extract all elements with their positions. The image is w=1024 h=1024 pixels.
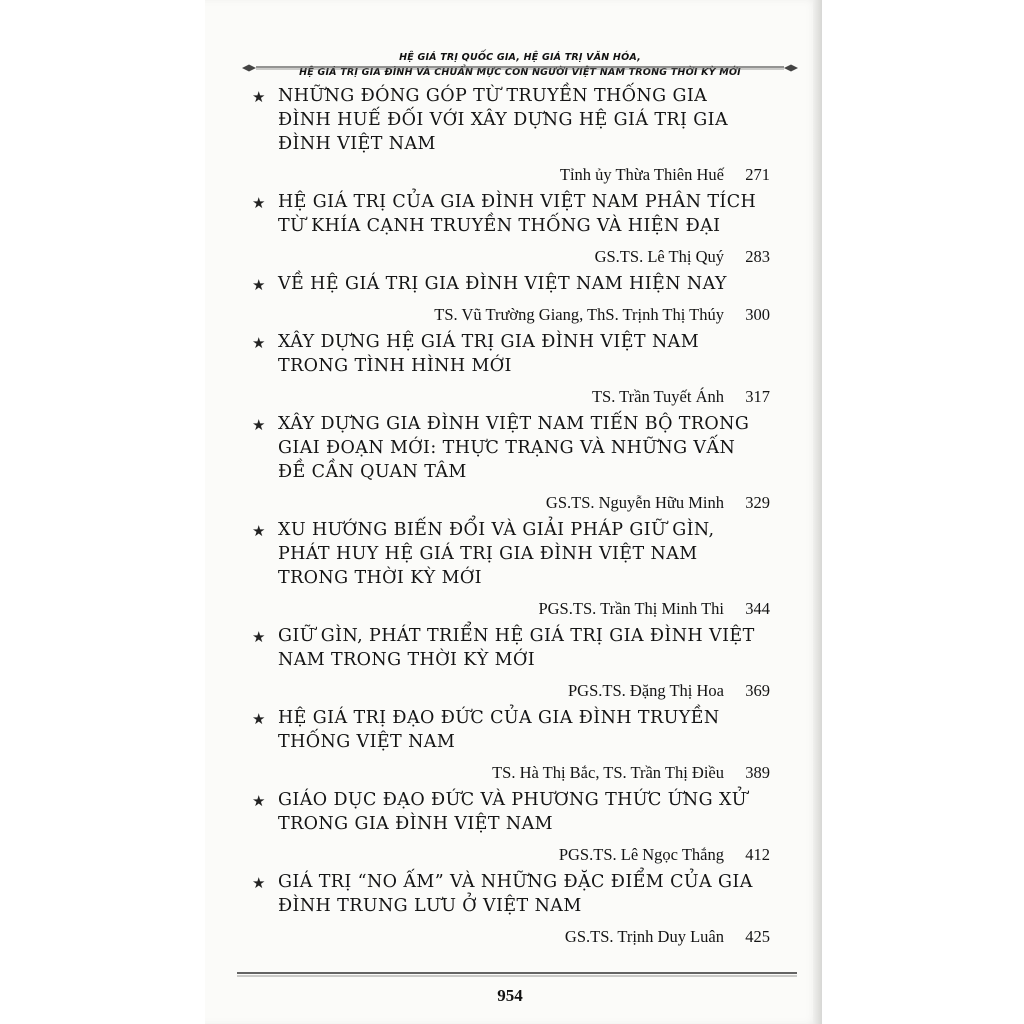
toc-entry[interactable] <box>250 706 770 786</box>
toc-entry[interactable] <box>250 84 770 188</box>
toc-entry-author: TS. Trần Tuyết Ánh <box>591 387 724 406</box>
toc-entry-title-text: XÂY DỰNG GIA ĐÌNH VIỆT NAM TIẾN BỘ TRONG GIAI ĐOẠN MỚI: THỰC TRẠNG VÀ NHỮNG VẤN ĐỀ CẦN QUAN TÂM <box>278 414 750 482</box>
toc-entry[interactable] <box>250 190 770 270</box>
toc-entry-title-text: HỆ GIÁ TRỊ ĐẠO ĐỨC CỦA GIA ĐÌNH TRUYỀN THỐNG VIỆT NAM <box>278 708 720 752</box>
toc-entry-title <box>250 330 770 378</box>
toc-entry-title-text: NHỮNG ĐÓNG GÓP TỪ TRUYỀN THỐNG GIA ĐÌNH HUẾ ĐỐI VỚI XÂY DỰNG HỆ GIÁ TRỊ GIA ĐÌNH VIỆT NAM <box>278 86 728 154</box>
toc-entry-author-row <box>250 384 770 410</box>
star-bullet-icon: ★ <box>252 628 266 646</box>
toc-entry-title <box>250 624 770 672</box>
toc-entry-title-text: GIÁ TRỊ “NO ẤM” VÀ NHỮNG ĐẶC ĐIỂM CỦA GIA ĐÌNH TRUNG LƯU Ở VIỆT NAM <box>278 872 753 916</box>
toc-entry-author-row <box>250 490 770 516</box>
star-bullet-icon: ★ <box>252 88 266 106</box>
toc-entry-author: TS. Hà Thị Bắc, TS. Trần Thị Điều <box>492 763 724 782</box>
toc-entry-author-row <box>250 842 770 868</box>
star-bullet-icon: ★ <box>252 276 266 294</box>
toc-entry-page: 369 <box>745 681 770 700</box>
toc-entry-page: 389 <box>745 763 770 782</box>
toc-entry-page: 412 <box>745 845 770 864</box>
star-bullet-icon: ★ <box>252 522 266 540</box>
star-bullet-icon: ★ <box>252 334 266 352</box>
toc-entry-title <box>250 870 770 918</box>
toc-entry-page: 329 <box>745 493 770 512</box>
toc-entry-title <box>250 788 770 836</box>
star-bullet-icon: ★ <box>252 194 266 212</box>
toc-entry-title-text: HỆ GIÁ TRỊ CỦA GIA ĐÌNH VIỆT NAM PHÂN TÍCH TỪ KHÍA CẠNH TRUYỀN THỐNG VÀ HIỆN ĐẠI <box>278 192 757 236</box>
toc-entry-author: GS.TS. Lê Thị Quý <box>594 247 724 266</box>
toc-entry[interactable] <box>250 870 770 950</box>
toc-entry-title <box>250 706 770 754</box>
star-bullet-icon: ★ <box>252 792 266 810</box>
toc-entry[interactable] <box>250 412 770 516</box>
toc-entry-page: 300 <box>745 305 770 324</box>
footer-ornament-rule <box>237 970 797 978</box>
toc-entry-title-text: VỀ HỆ GIÁ TRỊ GIA ĐÌNH VIỆT NAM HIỆN NAY <box>278 274 727 294</box>
star-bullet-icon: ★ <box>252 710 266 728</box>
toc-entry-title <box>250 412 770 484</box>
toc-entry-author-row <box>250 302 770 328</box>
toc-entry[interactable] <box>250 788 770 868</box>
star-bullet-icon: ★ <box>252 416 266 434</box>
toc-entry-author-row <box>250 244 770 270</box>
toc-entry-author: PGS.TS. Lê Ngọc Thắng <box>558 845 724 864</box>
toc-entry-page: 425 <box>745 927 770 946</box>
toc-entry[interactable] <box>250 330 770 410</box>
running-header-line-1: HỆ GIÁ TRỊ QUỐC GIA, HỆ GIÁ TRỊ VĂN HÓA, <box>399 52 641 63</box>
toc-entry-page: 271 <box>745 165 770 184</box>
page-edge <box>813 0 822 1024</box>
toc-entry[interactable] <box>250 624 770 704</box>
toc-entry-page: 344 <box>745 599 770 618</box>
toc-entry-title-text: XÂY DỰNG HỆ GIÁ TRỊ GIA ĐÌNH VIỆT NAM TRONG TÌNH HÌNH MỚI <box>278 332 700 376</box>
toc-entry-author-row <box>250 924 770 950</box>
toc-entry-title <box>250 84 770 156</box>
running-header-line-2: HỆ GIÁ TRỊ GIA ĐÌNH VÀ CHUẨN MỰC CON NGƯỜI VIỆT NAM TRONG THỜI KỲ MỚI <box>299 67 741 78</box>
page-number: 954 <box>497 986 523 1005</box>
toc-entry-title <box>250 272 770 296</box>
star-bullet-icon: ★ <box>252 874 266 892</box>
toc-entry-author-row <box>250 596 770 622</box>
toc-entry[interactable] <box>250 518 770 622</box>
toc-entry-title <box>250 518 770 590</box>
toc-entry-author: TS. Vũ Trường Giang, ThS. Trịnh Thị Thúy <box>434 305 724 324</box>
toc-entry-title-text: XU HƯỚNG BIẾN ĐỔI VÀ GIẢI PHÁP GIỮ GÌN, PHÁT HUY HỆ GIÁ TRỊ GIA ĐÌNH VIỆT NAM TRONG THỜI KỲ MỚI <box>278 520 715 588</box>
toc-entry-title-text: GIÁO DỤC ĐẠO ĐỨC VÀ PHƯƠNG THỨC ỨNG XỬ TRONG GIA ĐÌNH VIỆT NAM <box>278 790 747 834</box>
toc-entries <box>250 84 770 952</box>
toc-entry-author: GS.TS. Nguyễn Hữu Minh <box>545 493 724 512</box>
toc-entry-title-text: GIỮ GÌN, PHÁT TRIỂN HỆ GIÁ TRỊ GIA ĐÌNH VIỆT NAM TRONG THỜI KỲ MỚI <box>278 626 755 670</box>
toc-entry-author: PGS.TS. Đặng Thị Hoa <box>568 681 724 700</box>
toc-entry-title <box>250 190 770 238</box>
toc-entry-author: GS.TS. Trịnh Duy Luân <box>564 927 724 946</box>
toc-entry-author: PGS.TS. Trần Thị Minh Thi <box>538 599 724 618</box>
toc-entry-author-row <box>250 678 770 704</box>
header-ornament-rule <box>242 64 798 72</box>
toc-entry-author-row <box>250 162 770 188</box>
toc-entry[interactable] <box>250 272 770 328</box>
toc-entry-page: 317 <box>745 387 770 406</box>
toc-entry-page: 283 <box>745 247 770 266</box>
toc-entry-author: Tỉnh ủy Thừa Thiên Huế <box>559 165 724 184</box>
toc-entry-author-row <box>250 760 770 786</box>
